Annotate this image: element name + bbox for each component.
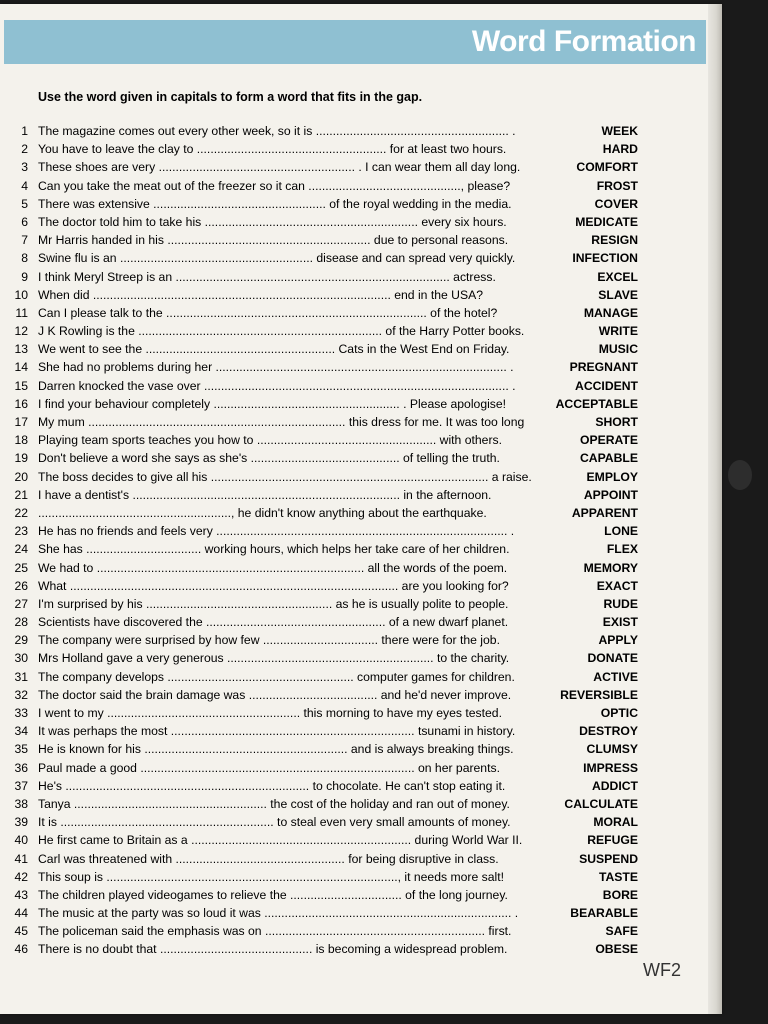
item-number: 44 [14, 906, 28, 921]
item-sentence: The music at the party was so loud it was ......................................................................... . [38, 906, 519, 921]
exercise-row [0, 431, 720, 449]
item-number: 35 [14, 742, 28, 757]
exercise-row [0, 195, 720, 213]
exercise-row [0, 122, 720, 140]
item-number: 37 [14, 778, 28, 793]
item-number: 3 [21, 160, 28, 175]
item-number: 6 [21, 214, 28, 229]
exercise-row [0, 413, 720, 431]
exercise-row [0, 686, 720, 704]
stem-word: EMPLOY [586, 469, 638, 484]
item-number: 32 [14, 687, 28, 702]
item-number: 11 [15, 305, 28, 320]
stem-word: WEEK [601, 124, 638, 138]
stem-word: RESIGN [591, 233, 638, 248]
item-sentence: The company develops ....................................................... computer games for children. [38, 669, 515, 684]
item-sentence: Playing team sports teaches you how to ..................................................... with others. [38, 433, 502, 448]
item-number: 23 [14, 524, 28, 539]
exercise-row [0, 449, 720, 467]
exercise-row [0, 140, 720, 158]
item-number: 28 [14, 615, 28, 630]
exercise-row [0, 158, 720, 176]
item-number: 16 [14, 396, 28, 411]
item-sentence: She has .................................. working hours, which helps her take care of her children. [38, 542, 510, 557]
item-number: 36 [14, 760, 28, 775]
exercise-row [0, 304, 720, 322]
exercise-row [0, 322, 720, 340]
item-number: 18 [14, 433, 28, 448]
exercise-row [0, 795, 720, 813]
exercise-row [0, 249, 720, 267]
exercise-row [0, 395, 720, 413]
item-number: 21 [14, 487, 28, 502]
exercise-row [0, 559, 720, 577]
item-number: 24 [14, 542, 28, 557]
exercise-row [0, 850, 720, 868]
item-sentence: The policeman said the emphasis was on ................................................................. first. [38, 924, 512, 939]
item-sentence: When did ........................................................................................ end in the USA? [38, 287, 483, 302]
stem-word: RUDE [603, 596, 638, 611]
exercise-row [0, 577, 720, 595]
exercise-row [0, 813, 720, 831]
stem-word: BORE [602, 887, 638, 902]
item-sentence: Can I please talk to the ............................................................................. of the hotel? [38, 305, 498, 320]
exercise-row [0, 631, 720, 649]
exercise-row [0, 268, 720, 286]
exercise-row [0, 340, 720, 358]
exercise-row [0, 486, 720, 504]
stem-word: ACCIDENT [575, 378, 638, 393]
stem-word: SAFE [605, 924, 638, 939]
stem-word: APPARENT [571, 505, 638, 520]
stem-word: IMPRESS [583, 760, 638, 775]
item-number: 46 [14, 942, 28, 957]
stem-word: BEARABLE [570, 906, 638, 921]
stem-word: TASTE [598, 869, 638, 884]
item-sentence: The boss decides to give all his .................................................................................. a raise. [38, 469, 532, 484]
item-sentence: Mrs Holland gave a very generous ............................................................. to the charity. [38, 651, 510, 666]
item-number: 41 [14, 851, 28, 866]
stem-word: FLEX [606, 542, 638, 557]
exercise-row [0, 213, 720, 231]
stem-word: DESTROY [579, 724, 638, 739]
exercise-row [0, 540, 720, 558]
stem-word: ACTIVE [593, 669, 638, 684]
exercise-row [0, 904, 720, 922]
stem-word: OBESE [595, 942, 638, 957]
exercise-row [0, 759, 720, 777]
exercise-row [0, 358, 720, 376]
stem-word: MORAL [593, 815, 638, 830]
item-number: 40 [14, 833, 28, 848]
exercise-row [0, 286, 720, 304]
stem-word: MUSIC [598, 342, 638, 357]
item-number: 4 [21, 178, 28, 193]
stem-word: FROST [596, 178, 638, 193]
stem-word: WRITE [598, 324, 638, 339]
stem-word: ACCEPTABLE [555, 396, 638, 411]
stem-word: CALCULATE [564, 796, 638, 811]
exercise-row [0, 722, 720, 740]
item-number: 5 [21, 196, 28, 211]
exercise-row [0, 831, 720, 849]
page-code: WF2 [643, 960, 681, 980]
item-sentence: I'm surprised by his ....................................................... as he is usually polite to people. [38, 596, 509, 611]
item-number: 38 [14, 796, 28, 811]
stem-word: SLAVE [598, 287, 638, 302]
item-number: 39 [14, 815, 28, 830]
item-number: 12 [14, 324, 28, 339]
item-number: 10 [14, 287, 28, 302]
item-sentence: Swine flu is an ......................................................... disease and can spread very quickly. [38, 251, 516, 266]
item-number: 34 [14, 724, 28, 739]
stem-word: MEDICATE [575, 214, 638, 229]
exercise-row [0, 886, 720, 904]
stem-word: APPOINT [583, 487, 638, 502]
item-sentence: He has no friends and feels very ...................................................................................... . [38, 524, 515, 539]
item-number: 26 [14, 578, 28, 593]
item-sentence: There is no doubt that ............................................. is becoming a widespread problem. [38, 942, 508, 957]
item-sentence: We had to ............................................................................... all the words of the poem. [38, 560, 508, 575]
stem-word: EXACT [596, 578, 638, 593]
stem-word: OPTIC [600, 706, 638, 720]
item-sentence: What ................................................................................................. are you looking for? [38, 578, 509, 593]
item-number: 2 [21, 142, 28, 157]
stem-word: REFUGE [587, 833, 638, 848]
exercise-row [0, 595, 720, 613]
item-number: 43 [14, 887, 28, 902]
stem-word: MANAGE [583, 305, 638, 320]
exercise-row [0, 649, 720, 667]
stem-word: OPERATE [579, 433, 638, 448]
stem-word: ADDICT [591, 778, 638, 793]
item-sentence: The children played videogames to relieve the ................................. of the long journey. [38, 887, 508, 902]
item-sentence: Carl was threatened with .................................................. for being disruptive in class. [38, 851, 499, 866]
stem-word: COMFORT [576, 160, 638, 175]
item-sentence: Can you take the meat out of the freezer so it can ............................................., please? [38, 178, 511, 193]
stem-word: EXIST [602, 615, 638, 630]
item-number: 31 [14, 669, 28, 684]
item-sentence: He is known for his ............................................................ and is always breaking things. [38, 742, 514, 757]
exercise-row [0, 377, 720, 395]
item-sentence: We went to see the ........................................................ Cats in the West End on Friday. [38, 342, 510, 357]
item-number: 14 [14, 360, 28, 375]
exercise-row [0, 777, 720, 795]
item-sentence: The company were surprised by how few .................................. there were for the job. [38, 633, 500, 648]
item-number: 15 [14, 378, 28, 393]
exercise-row [0, 468, 720, 486]
stem-word: SUSPEND [579, 851, 638, 866]
stem-word: MEMORY [583, 560, 638, 575]
item-number: 25 [14, 560, 28, 575]
exercise-row [0, 231, 720, 249]
item-number: 13 [14, 342, 28, 357]
item-number: 9 [21, 269, 28, 284]
stem-word: SHORT [595, 415, 638, 429]
exercise-row [0, 868, 720, 886]
item-number: 20 [14, 469, 28, 484]
exercise-row [0, 740, 720, 758]
item-number: 29 [14, 633, 28, 648]
exercise-row [0, 613, 720, 631]
exercise-row [0, 922, 720, 940]
item-sentence: He first came to Britain as a ................................................................. during World War II. [38, 833, 523, 848]
item-sentence: Scientists have discovered the ..................................................... of a new dwarf planet. [38, 615, 509, 630]
stem-word: CAPABLE [579, 451, 638, 466]
item-sentence: My mum ............................................................................ this dress for me. It was too long [38, 415, 525, 429]
item-sentence: Darren knocked the vase over .......................................................................................... . [38, 378, 516, 393]
item-sentence: J K Rowling is the ........................................................................ of the Harry Potter books. [38, 324, 525, 339]
item-sentence: He's ........................................................................ to chocolate. He can't stop eating it. [38, 778, 506, 793]
item-number: 33 [14, 706, 28, 720]
stem-word: INFECTION [572, 251, 638, 266]
stem-word: COVER [594, 196, 638, 211]
item-number: 19 [14, 451, 28, 466]
item-sentence: The doctor told him to take his ............................................................... every six hours. [38, 214, 507, 229]
instructions: Use the word given in capitals to form a word that fits in the gap. [38, 90, 423, 104]
item-sentence: Tanya ......................................................... the cost of the holiday and ran out of money. [38, 796, 510, 811]
exercise-row [0, 940, 720, 958]
item-number: 22 [14, 505, 28, 520]
item-number: 1 [21, 124, 28, 138]
stem-word: PREGNANT [569, 360, 638, 375]
item-sentence: You have to leave the clay to ........................................................ for at least two hours. [38, 142, 507, 157]
item-sentence: Don't believe a word she says as she's ............................................ of telling the truth. [38, 451, 500, 466]
stem-word: DONATE [587, 651, 638, 666]
stem-word: EXCEL [597, 269, 638, 284]
item-number: 8 [21, 251, 28, 266]
page-title: Word Formation [471, 25, 696, 58]
item-number: 7 [21, 233, 28, 248]
item-sentence: Mr Harris handed in his ............................................................ due to personal reasons. [38, 233, 509, 248]
item-number: 17 [14, 415, 28, 429]
exercise-row [0, 504, 720, 522]
item-sentence: There was extensive ................................................... of the royal wedding in the media. [38, 196, 512, 211]
item-sentence: It was perhaps the most ........................................................................ tsunami in history. [38, 724, 516, 739]
item-sentence: She had no problems during her ...................................................................................... . [38, 360, 514, 375]
stem-word: LONE [604, 524, 638, 539]
item-sentence: I find your behaviour completely ....................................................... . Please apologise! [38, 396, 507, 411]
exercise-row [0, 704, 720, 722]
item-number: 30 [14, 651, 28, 666]
exercise-row [0, 668, 720, 686]
exercise-row [0, 177, 720, 195]
item-sentence: Paul made a good ................................................................................. on her parents. [38, 760, 500, 775]
item-sentence: These shoes are very .......................................................... . I can wear them all day long. [38, 160, 521, 175]
scan-shadow [728, 460, 752, 490]
item-sentence: I think Meryl Streep is an ................................................................................. actress. [38, 269, 496, 284]
item-sentence: The magazine comes out every other week, so it is ......................................................... . [38, 124, 516, 138]
item-sentence: ........................................................., he didn't know anything about the earthquake. [38, 505, 487, 520]
item-number: 42 [14, 869, 28, 884]
item-number: 27 [14, 596, 28, 611]
item-sentence: The doctor said the brain damage was ...................................... and he'd never improve. [38, 687, 512, 702]
exercise-list [0, 122, 720, 959]
item-sentence: It is ............................................................... to steal even very small amounts of money. [38, 815, 511, 830]
exercise-row [0, 522, 720, 540]
stem-word: HARD [602, 142, 638, 157]
stem-word: APPLY [598, 633, 638, 648]
item-number: 45 [14, 924, 28, 939]
stem-word: REVERSIBLE [560, 687, 638, 702]
stem-word: CLUMSY [586, 742, 638, 757]
item-sentence: This soup is ......................................................................................, it needs more salt! [38, 869, 504, 884]
item-sentence: I have a dentist's ............................................................................... in the afternoon. [38, 487, 492, 502]
item-sentence: I went to my ......................................................... this morning to have my eyes tested. [38, 706, 502, 720]
